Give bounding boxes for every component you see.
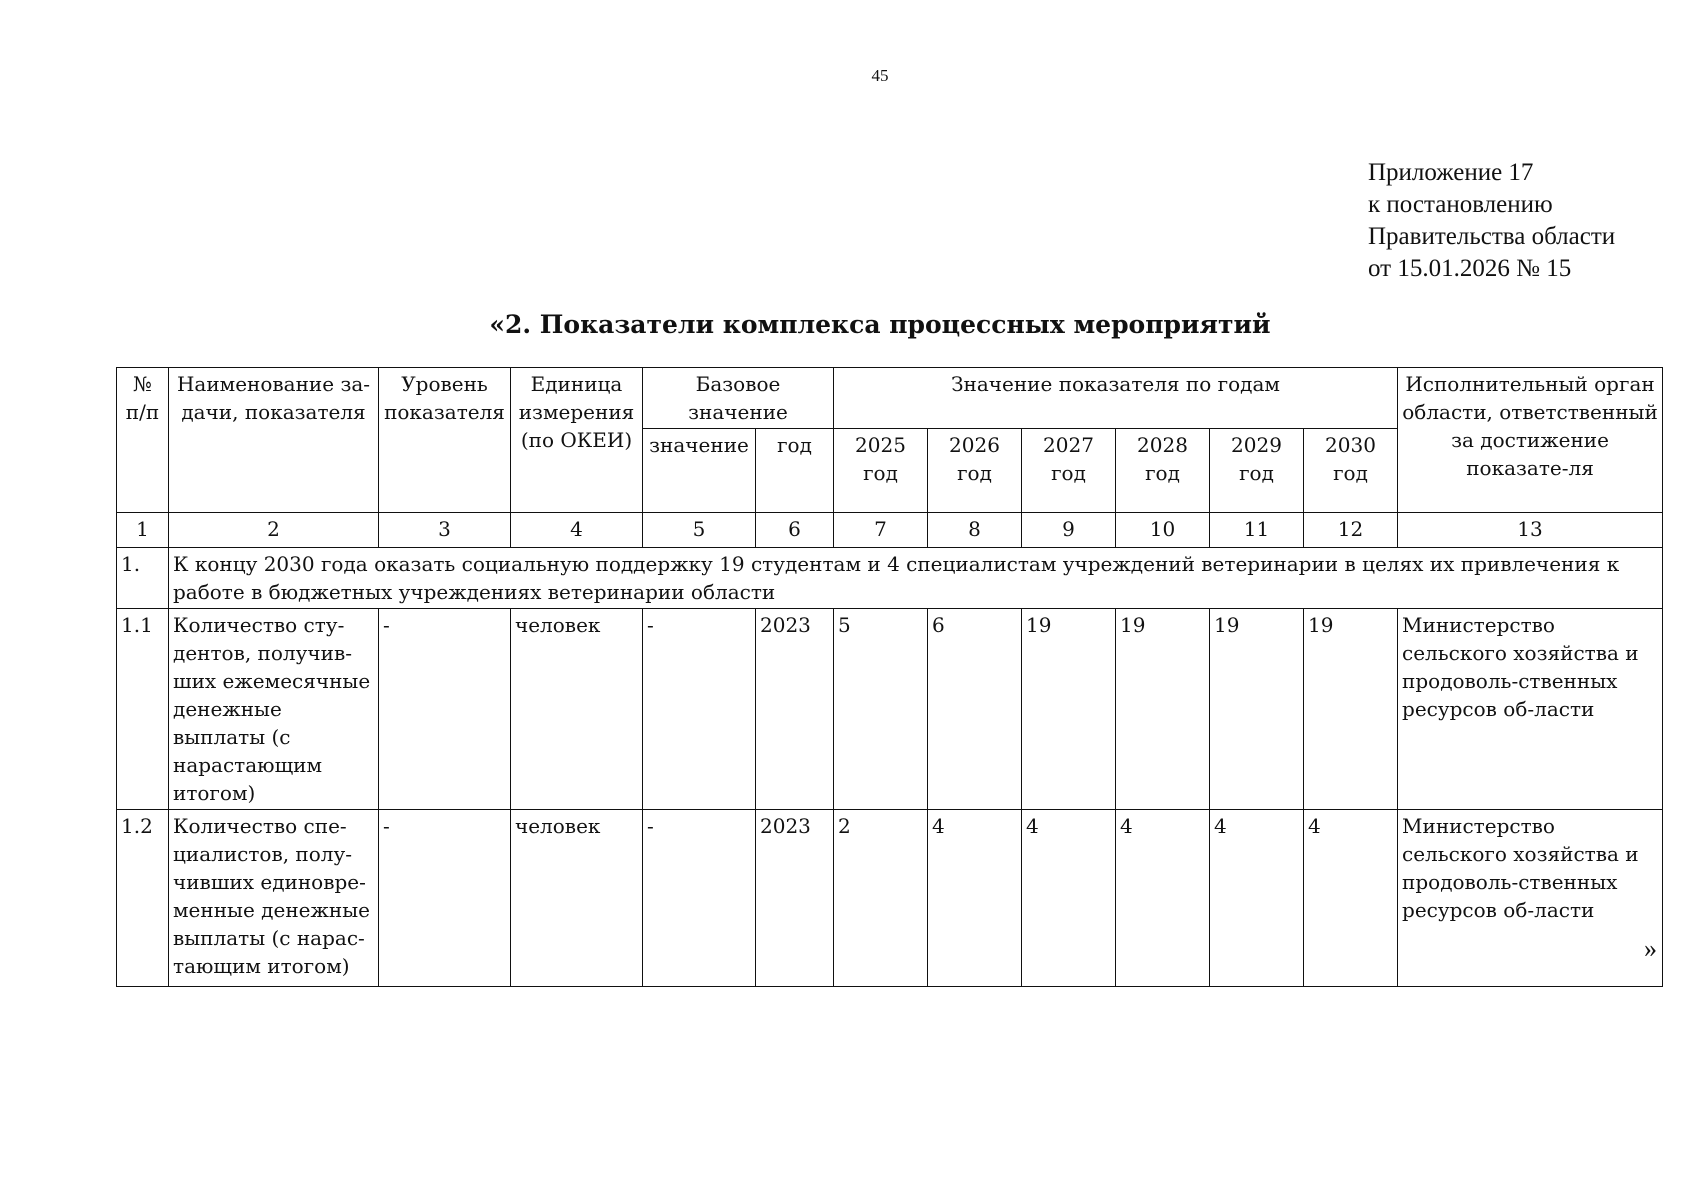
row-value-2028: 4 <box>1116 810 1210 987</box>
column-number: 11 <box>1210 513 1304 548</box>
row-num: 1.1 <box>117 609 169 810</box>
column-number: 1 <box>117 513 169 548</box>
header-base-value: значение <box>643 429 756 513</box>
section-title: «2. Показатели комплекса процессных мероприятий <box>489 310 1271 339</box>
header-year-2028: 2028 год <box>1116 429 1210 513</box>
appendix-line: от 15.01.2026 № 15 <box>1368 255 1572 282</box>
page-number: 45 <box>871 66 889 85</box>
row-level: - <box>379 609 511 810</box>
column-number: 12 <box>1304 513 1398 548</box>
header-year-2025: 2025 год <box>834 429 928 513</box>
header-num: № п/п <box>117 368 169 513</box>
header-unit: Единица измерения (по ОКЕИ) <box>511 368 643 513</box>
header-name: Наименование за-дачи, показателя <box>169 368 379 513</box>
column-number: 3 <box>379 513 511 548</box>
header-row <box>117 368 1663 429</box>
row-value-2029: 4 <box>1210 810 1304 987</box>
row-name: Количество сту-дентов, получив-ших ежемесячные денежные выплаты (с нарастающим итогом) <box>169 609 379 810</box>
row-executor: Министерство сельского хозяйства и продоволь-ственных ресурсов об-ласти <box>1398 810 1663 987</box>
header-base: Базовое значение <box>643 368 834 429</box>
column-number: 13 <box>1398 513 1663 548</box>
row-value-2026: 6 <box>928 609 1022 810</box>
appendix-line: к постановлению <box>1368 191 1553 218</box>
column-number-row <box>117 513 1663 548</box>
row-value-2027: 4 <box>1022 810 1116 987</box>
row-value-2030: 19 <box>1304 609 1398 810</box>
row-level: - <box>379 810 511 987</box>
header-year-2027: 2027 год <box>1022 429 1116 513</box>
row-executor: Министерство сельского хозяйства и продоволь-ственных ресурсов об-ласти <box>1398 609 1663 810</box>
row-value-2030: 4 <box>1304 810 1398 987</box>
row-base-year: 2023 <box>756 609 834 810</box>
column-number: 4 <box>511 513 643 548</box>
header-year-2029: 2029 год <box>1210 429 1304 513</box>
table-row <box>117 810 1663 987</box>
column-number: 10 <box>1116 513 1210 548</box>
row-value-2029: 19 <box>1210 609 1304 810</box>
row-unit: человек <box>511 810 643 987</box>
row-value-2028: 19 <box>1116 609 1210 810</box>
row-value-2025: 2 <box>834 810 928 987</box>
header-level: Уровень показателя <box>379 368 511 513</box>
table-row <box>117 609 1663 810</box>
row-base-year: 2023 <box>756 810 834 987</box>
row-base-value: - <box>643 810 756 987</box>
row-base-value: - <box>643 609 756 810</box>
indicators-table <box>116 367 1663 987</box>
row-value-2027: 19 <box>1022 609 1116 810</box>
appendix-line: Приложение 17 <box>1368 159 1534 186</box>
column-number: 5 <box>643 513 756 548</box>
header-year-2030: 2030 год <box>1304 429 1398 513</box>
column-number: 9 <box>1022 513 1116 548</box>
header-executor: Исполнительный орган области, ответственный за достижение показате-ля <box>1398 368 1663 513</box>
closing-quote: » <box>1644 934 1657 963</box>
row-value-2026: 4 <box>928 810 1022 987</box>
column-number: 6 <box>756 513 834 548</box>
header-year-2026: 2026 год <box>928 429 1022 513</box>
task-text: К концу 2030 года оказать социальную поддержку 19 студентам и 4 специалистам учреждений ветеринарии в целях их привлечения к работе в бюджетных учреждениях ветеринарии области <box>169 548 1663 609</box>
row-value-2025: 5 <box>834 609 928 810</box>
header-base-year: год <box>756 429 834 513</box>
appendix-block <box>1368 157 1615 285</box>
task-num: 1. <box>117 548 169 609</box>
row-name: Количество спе-циалистов, полу-чивших единовре-менные денежные выплаты (с нарас-тающим итогом) <box>169 810 379 987</box>
row-num: 1.2 <box>117 810 169 987</box>
appendix-line: Правительства области <box>1368 223 1616 250</box>
column-number: 8 <box>928 513 1022 548</box>
column-number: 7 <box>834 513 928 548</box>
header-by-years: Значение показателя по годам <box>834 368 1398 429</box>
task-row <box>117 548 1663 609</box>
column-number: 2 <box>169 513 379 548</box>
row-unit: человек <box>511 609 643 810</box>
